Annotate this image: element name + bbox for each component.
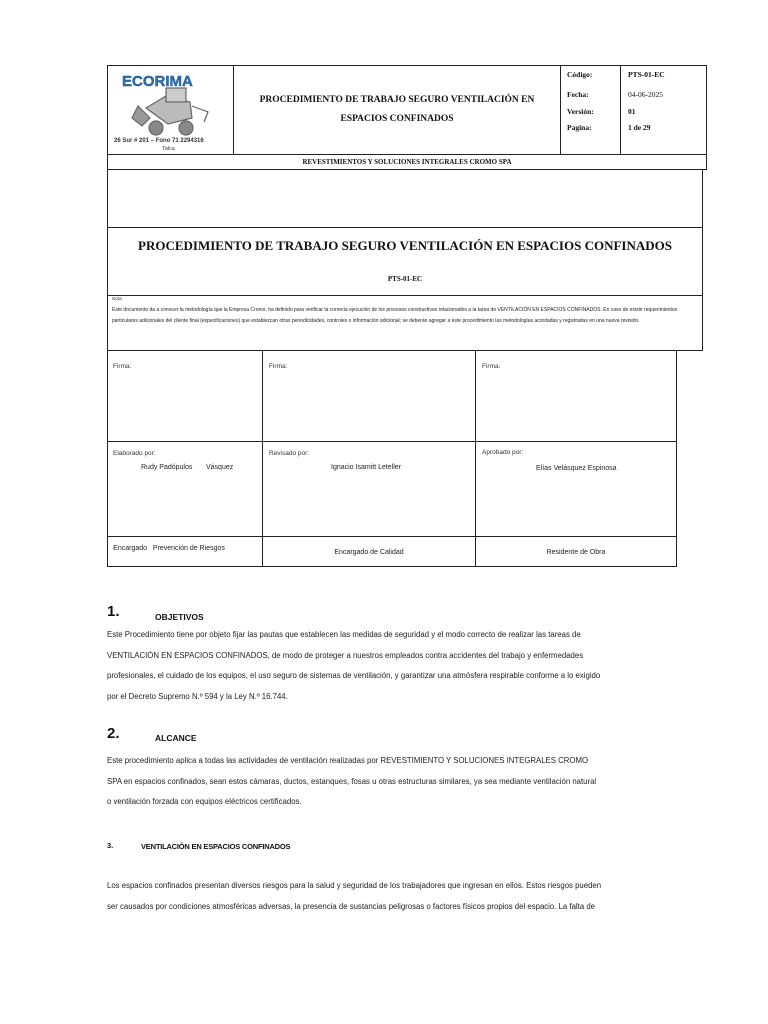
section-number: 2.	[107, 725, 120, 742]
section-number: 3.	[107, 841, 114, 850]
text-line: Los espacios confinados presentan diversos riesgos para la salud y seguridad de los trabajadores que ingresan en ellos. Estos riesgos pueden	[107, 881, 602, 890]
text-line: VENTILACIÓN EN ESPACIOS CONFINADOS, de modo de proteger a nuestros empleados contra accidentes del trabajo y enfermedades	[107, 650, 584, 660]
meta-version-value: 01	[628, 107, 636, 116]
author-name: Rudy Padópulos Vásquez	[141, 464, 234, 471]
aprobado-label: Aprobado por:	[482, 449, 524, 456]
document-code: PTS-01-EC	[387, 275, 423, 283]
blank-box	[107, 169, 703, 228]
text-line: profesionales, el cuidado de los equipos, el uso seguro de sistemas de ventilación, y garantizar una atmósfera respirable conforme a lo exigido	[107, 671, 601, 680]
meta-divider	[620, 65, 621, 155]
signature-cell-aprobado	[475, 350, 677, 442]
elaborado-label: Elaborado por:	[113, 450, 156, 457]
logo-city: Talca	[162, 146, 175, 152]
meta-date-label: Fecha:	[567, 90, 589, 99]
company-name: REVESTIMIENTOS Y SOLUCIONES INTEGRALES CROMO SPA	[107, 154, 707, 170]
revisado-label: Revisado por:	[269, 450, 310, 457]
logo-cell	[107, 65, 234, 155]
approver-name: Elías Velásquez Espinosa	[536, 465, 617, 472]
text-line: por el Decreto Supremo N.º 594 y la Ley N.º 16.744.	[107, 691, 288, 701]
section-title: VENTILACIÓN EN ESPACIOS CONFINADOS	[141, 842, 291, 851]
section-body	[107, 876, 689, 917]
logo-wordmark: ECORIMA	[122, 73, 193, 90]
logo-address: 26 Sur # 201 – Fono 71 2294316	[114, 138, 204, 144]
company-logo	[108, 66, 233, 154]
meta-page-value: 1 de 29	[628, 123, 651, 132]
section-title: ALCANCE	[155, 733, 197, 743]
firma-label: Firma:	[482, 363, 501, 370]
text-line: SPA en espacios confinados, sean estos cámaras, ductos, estanques, fosas u otras estructuras similares, ya sea mediante ventilación natural	[107, 776, 597, 786]
meta-code-label: Código:	[567, 70, 593, 79]
author-position: Encargado Prevención de Riesgos	[113, 545, 225, 552]
section-body	[107, 625, 689, 707]
document-title: PROCEDIMIENTO DE TRABAJO SEGURO VENTILACIÓN EN ESPACIOS CONFINADOS	[138, 238, 672, 253]
text-line: ser causados por condiciones atmosféricas adversas, la presencia de sustancias peligrosas o factores físicos propios del espacio. La falta de	[107, 901, 596, 911]
header-title	[233, 65, 561, 155]
signature-cell-revisado	[262, 350, 476, 442]
text-line: Este procedimiento aplica a todas las actividades de ventilación realizadas por REVESTIMIENTO Y SOLUCIONES INTEGRALES CROMO	[107, 756, 589, 765]
section-title: OBJETIVOS	[155, 612, 204, 622]
nota-text: Este documento da a conocer la metodología que la Empresa Cromo, ha definido para verificar la correcta ejecución de los procesos constructivos relacionados a la tarea de VENTILACIÓN EN ESPACIOS CONFINADOS. En caso de existir requerimientos particulares adicionales del cliente final (especificaciones) que establezcan otras periodicidades, controles o información adicional; se deberán agregar a este procedimiento las metodologías acordadas y registradas en una nueva revisión.	[112, 307, 678, 324]
header-title-text: PROCEDIMIENTO DE TRABAJO SEGURO VENTILACIÓN EN ESPACIOS CONFINADOS	[259, 95, 535, 124]
section-body	[107, 751, 689, 813]
approver-position: Residente de Obra	[546, 549, 606, 556]
meta-version-label: Versión:	[567, 107, 594, 116]
meta-code-value: PTS-01-EC	[628, 70, 665, 79]
meta-page-label: Pagina:	[567, 123, 592, 132]
reviewer-position: Encargado de Calidad	[334, 549, 404, 556]
text-line: Este Procedimiento tiene por objeto fijar las pautas que establecen las medidas de seguridad y el modo correcto de realizar las tareas de	[107, 630, 581, 639]
meta-date-value: 04-06-2025	[628, 90, 663, 99]
firma-label: Firma:	[113, 363, 132, 370]
section-number: 1.	[107, 603, 120, 620]
nota-label: Nota:	[112, 296, 123, 301]
firma-label: Firma:	[269, 363, 288, 370]
text-line: o ventilación forzada con equipos eléctricos certificados.	[107, 797, 302, 806]
reviewer-name: Ignacio Isamitt Leteller	[331, 464, 402, 471]
